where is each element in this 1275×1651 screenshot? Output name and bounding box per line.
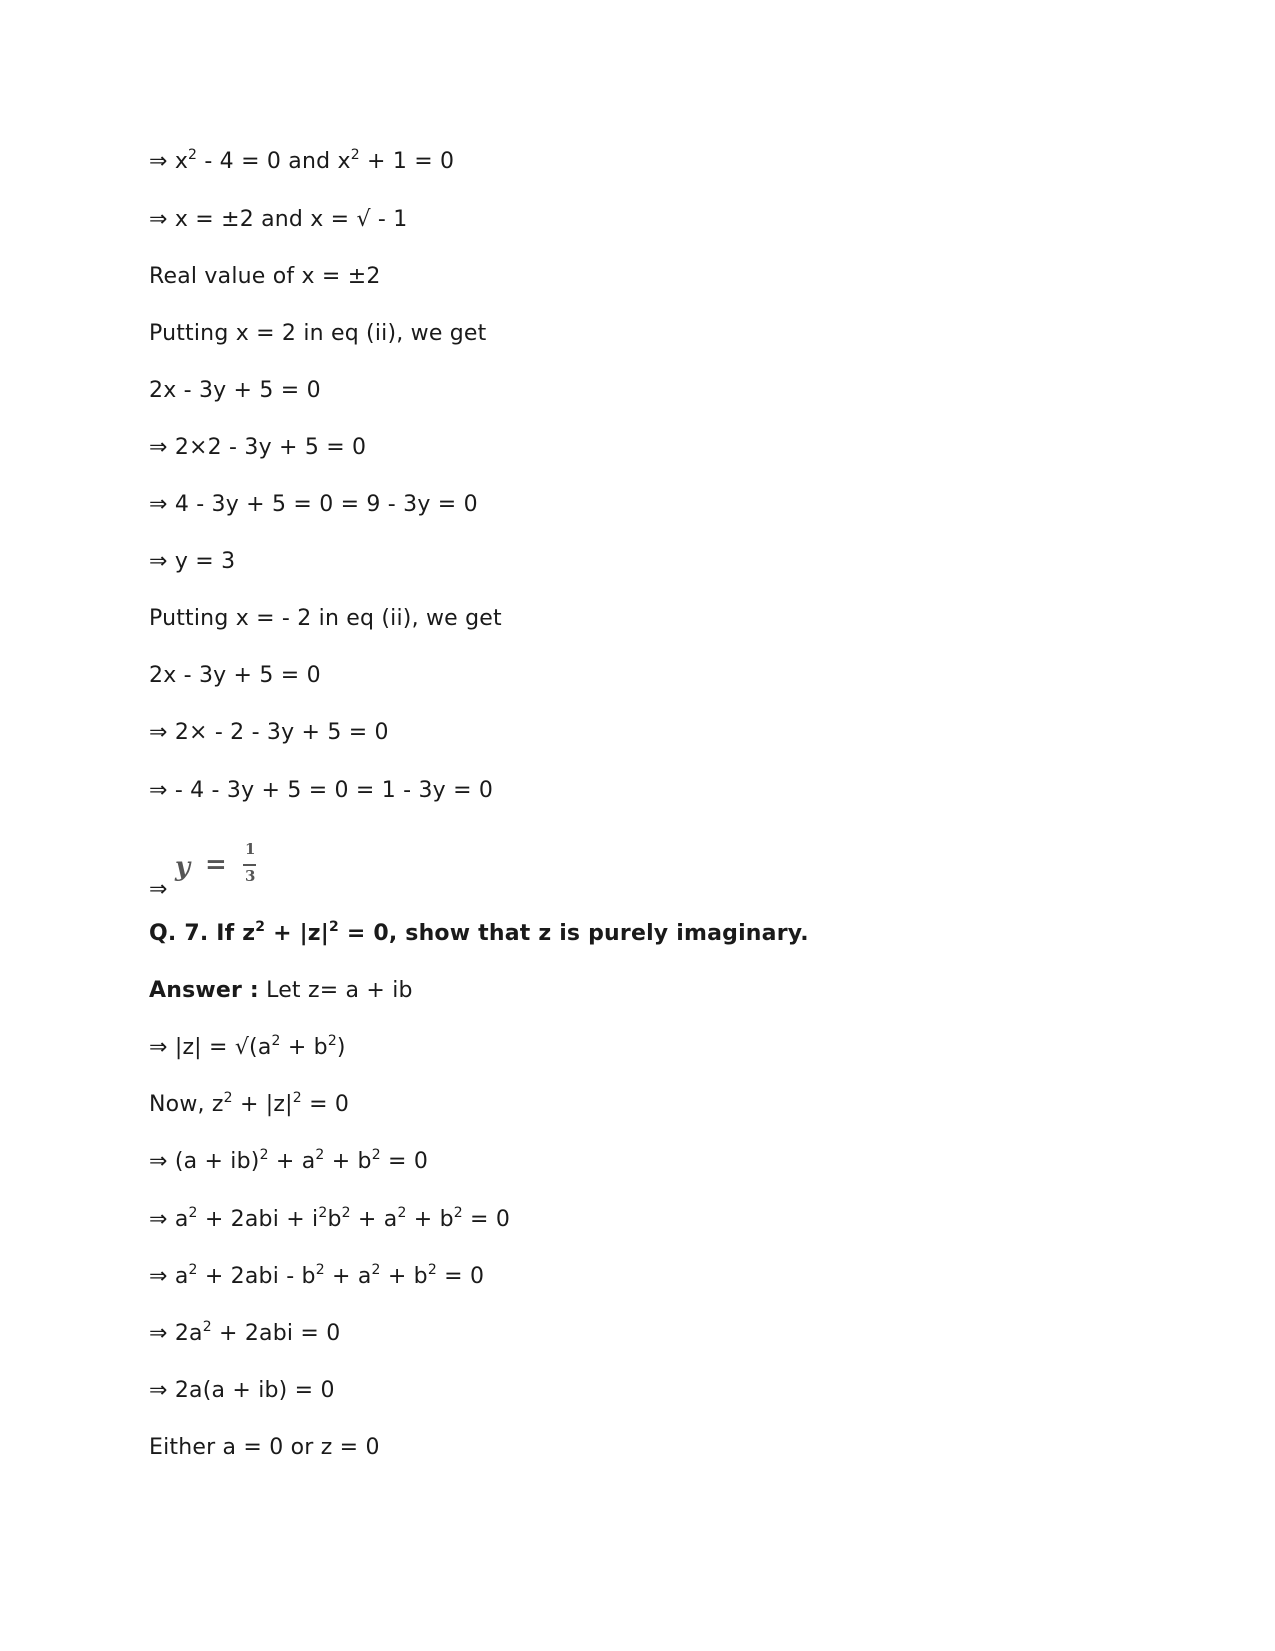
step-line-equation-ii: 2x - 3y + 5 = 0 bbox=[149, 378, 321, 403]
answer-line bbox=[149, 977, 413, 1005]
step-line-real-value: Real value of x = ±2 bbox=[149, 264, 381, 289]
answer-label: Answer : bbox=[149, 978, 259, 1003]
step-conclusion: Either a = 0 or z = 0 bbox=[149, 1435, 380, 1460]
question-heading: Q. 7. If $z^2 + |z|^2 = 0$, show that z is purely imaginary. bbox=[149, 919, 809, 946]
step-line-y-equals-3: ⇒ y = 3 bbox=[149, 549, 236, 574]
equals-sign: = bbox=[205, 850, 227, 880]
fraction-denominator: 3 bbox=[245, 867, 256, 885]
variable-y: y bbox=[175, 852, 191, 882]
step-factor: ⇒ 2a(a + ib) = 0 bbox=[149, 1378, 335, 1403]
equation-y-one-third bbox=[149, 840, 349, 900]
fraction-bar bbox=[243, 864, 256, 866]
step-given: Now, $z^2 + |z|^2 = 0$ bbox=[149, 1090, 350, 1117]
step-line-simplify: ⇒ 4 - 3y + 5 = 0 = 9 - 3y = 0 bbox=[149, 492, 478, 517]
step-combine: ⇒ $2a^2 + 2abi = 0$ bbox=[149, 1319, 341, 1346]
step-line-substitute-neg: ⇒ 2× - 2 - 3y + 5 = 0 bbox=[149, 720, 389, 745]
step-line-x-values: ⇒ x = ±2 and x = √ - 1 bbox=[149, 207, 408, 232]
answer-text: Let z= a + ib bbox=[258, 978, 413, 1003]
fraction-numerator: 1 bbox=[245, 840, 256, 858]
step-line-putting-x-2: Putting x = 2 in eq (ii), we get bbox=[149, 321, 487, 346]
step-line-x-squared: ⇒ $x^2 - 4 = 0$ and $x^2 + 1 = 0$ bbox=[149, 147, 455, 174]
step-modulus: ⇒ $|z| = √(a^2 + b^2)$ bbox=[149, 1033, 346, 1060]
step-line-simplify-neg: ⇒ - 4 - 3y + 5 = 0 = 1 - 3y = 0 bbox=[149, 778, 494, 803]
implies-arrow: ⇒ bbox=[149, 877, 168, 902]
step-line-equation-ii-repeat: 2x - 3y + 5 = 0 bbox=[149, 663, 321, 688]
step-line-substitute: ⇒ 2×2 - 3y + 5 = 0 bbox=[149, 435, 367, 460]
step-line-putting-x-neg2: Putting x = - 2 in eq (ii), we get bbox=[149, 606, 502, 631]
step-expand: ⇒ $a^2 + 2abi + i^2b^2 + a^2 + b^2 = 0$ bbox=[149, 1205, 511, 1232]
step-substitute-z: ⇒ $(a + ib)^2 + a^2 + b^2 = 0$ bbox=[149, 1147, 429, 1174]
step-i-squared: ⇒ $a^2 + 2abi - b^2 + a^2 + b^2 = 0$ bbox=[149, 1262, 485, 1289]
